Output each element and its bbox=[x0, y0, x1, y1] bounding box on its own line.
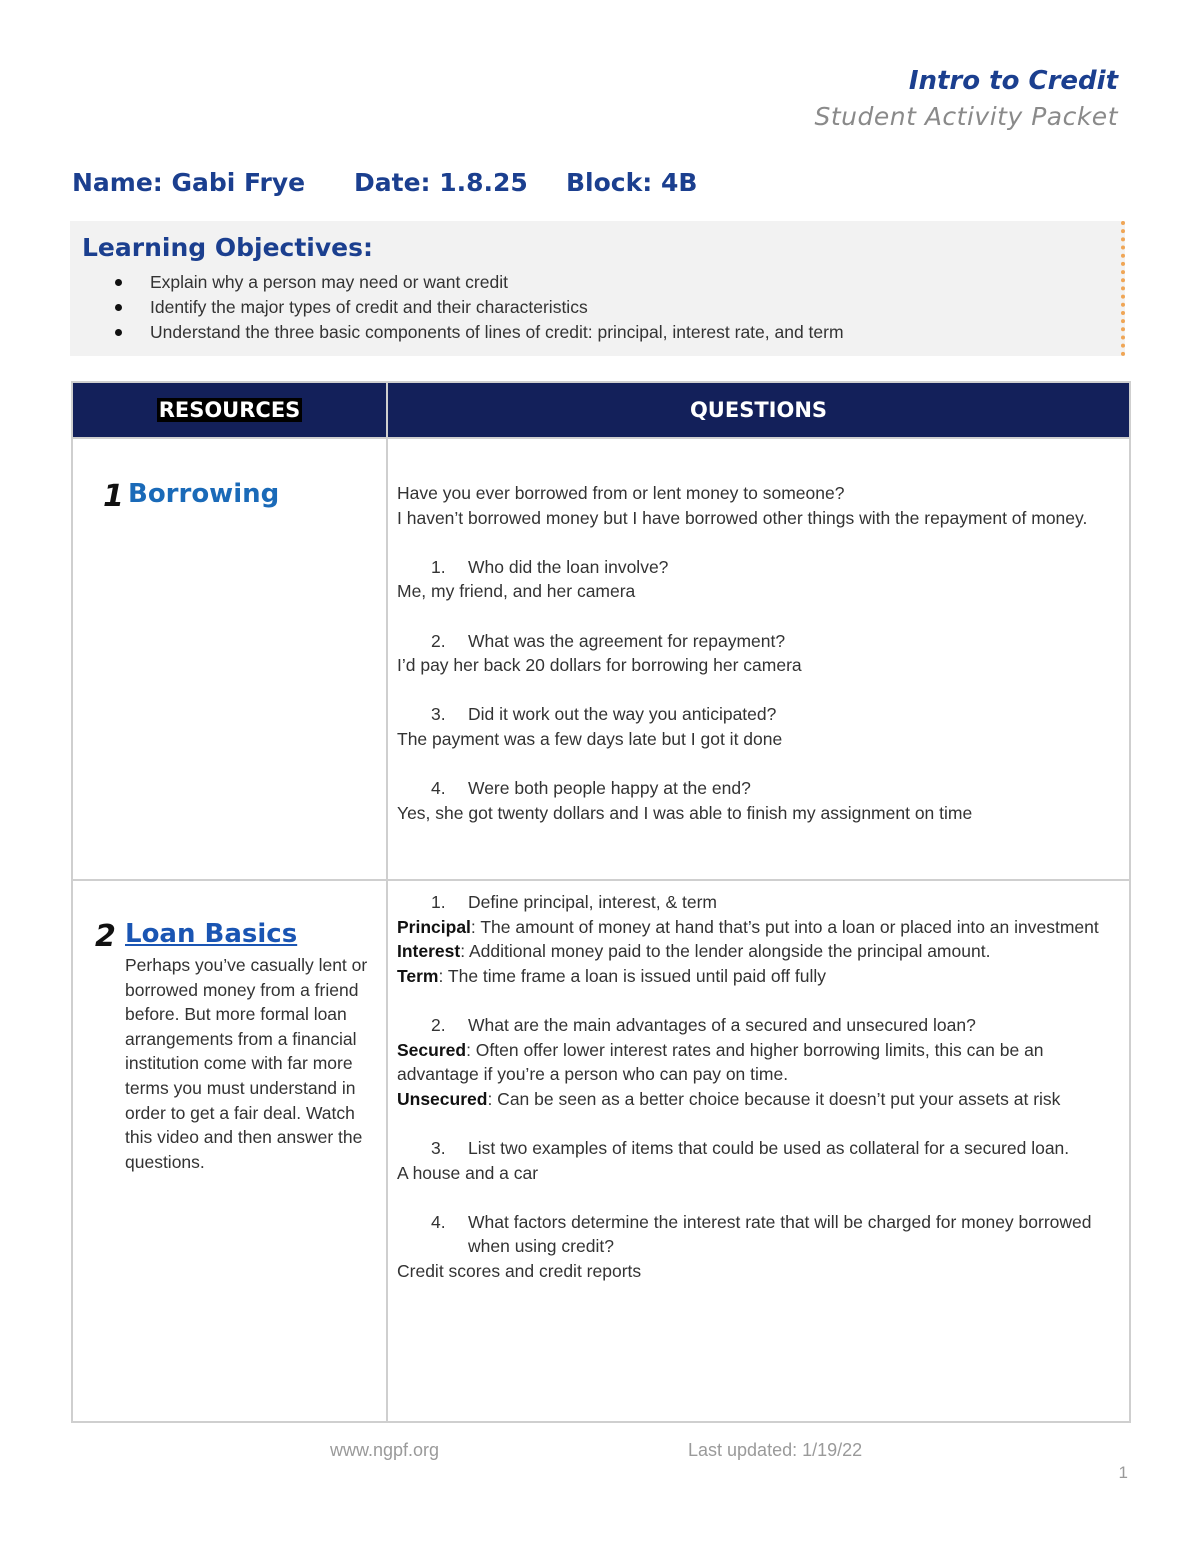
resource-cell-loan-basics bbox=[72, 880, 387, 1422]
answer: Unsecured: Can be seen as a better choice because it doesn’t put your assets at risk bbox=[397, 1088, 1061, 1109]
resource-description: Perhaps you’ve casually lent or borrowed money from a friend before. But more formal loan arrangements from a financial institution come with far more terms you must understand in order to get a fair deal. Watch this video and then answer the questions. bbox=[125, 955, 368, 1172]
resource-number: 1 bbox=[103, 479, 124, 514]
answer: The payment was a few days late but I got it done bbox=[397, 728, 783, 749]
intro-answer: I haven’t borrowed money but I have borrowed other things with the repayment of money. bbox=[397, 507, 1088, 528]
bullet-icon bbox=[115, 304, 122, 311]
answer: Principal: The amount of money at hand that’s put into a loan or placed into an investment bbox=[397, 916, 1099, 937]
bullet-icon bbox=[115, 329, 122, 336]
question: 4. What factors determine the interest rate that will be charged for money borrowed when using credit? bbox=[431, 1211, 1092, 1257]
student-info bbox=[72, 168, 697, 197]
question: 3. Did it work out the way you anticipated? bbox=[431, 704, 777, 725]
answer: Term: The time frame a loan is issued until paid off fully bbox=[397, 965, 826, 986]
resource-number: 2 bbox=[95, 919, 116, 954]
question: 4. Were both people happy at the end? bbox=[431, 778, 751, 799]
objective-item: Identify the major types of credit and their characteristics bbox=[112, 295, 844, 320]
objectives-list bbox=[112, 270, 844, 345]
questions-cell-loan-basics bbox=[387, 880, 1130, 1422]
question: 1. Who did the loan involve? bbox=[431, 556, 669, 577]
answer: Credit scores and credit reports bbox=[397, 1260, 642, 1281]
table-row bbox=[72, 880, 1130, 1422]
resources-questions-table bbox=[71, 381, 1131, 1423]
questions-cell-borrowing bbox=[387, 438, 1130, 880]
questions-header: QUESTIONS bbox=[387, 382, 1130, 438]
resources-header: RESOURCES bbox=[72, 382, 387, 438]
answer: Me, my friend, and her camera bbox=[397, 581, 636, 602]
student-date: Date: 1.8.25 bbox=[354, 168, 528, 197]
student-block: Block: 4B bbox=[566, 168, 698, 197]
answer: A house and a car bbox=[397, 1162, 539, 1183]
answer: Interest: Additional money paid to the lender alongside the principal amount. bbox=[397, 941, 991, 962]
answer: I’d pay her back 20 dollars for borrowing her camera bbox=[397, 655, 802, 676]
resource-cell-borrowing bbox=[72, 438, 387, 880]
table-row bbox=[72, 438, 1130, 880]
answer: Yes, she got twenty dollars and I was able to finish my assignment on time bbox=[397, 802, 973, 823]
packet-subtitle: Student Activity Packet bbox=[814, 102, 1118, 131]
question: 3. List two examples of items that could be used as collateral for a secured loan. bbox=[431, 1137, 1070, 1158]
objectives-title: Learning Objectives: bbox=[82, 233, 373, 262]
resource-title-borrowing: Borrowing bbox=[128, 479, 280, 509]
learning-objectives-box bbox=[70, 221, 1125, 356]
objective-item: Understand the three basic components of lines of credit: principal, interest rate, and term bbox=[112, 320, 844, 345]
question: 1. Define principal, interest, & term bbox=[431, 892, 717, 912]
intro-question: Have you ever borrowed from or lent money to someone? bbox=[397, 483, 845, 503]
bullet-icon bbox=[115, 279, 122, 286]
objective-item: Explain why a person may need or want credit bbox=[112, 270, 844, 295]
loan-basics-link[interactable]: Loan Basics bbox=[125, 919, 298, 949]
question: 2. What are the main advantages of a secured and unsecured loan? bbox=[431, 1014, 976, 1035]
table-header-row bbox=[72, 382, 1130, 438]
question: 2. What was the agreement for repayment? bbox=[431, 630, 786, 651]
answer: Secured: Often offer lower interest rates and higher borrowing limits, this can be an advantage if you’re a person who can pay on time. bbox=[397, 1039, 1044, 1085]
footer-updated: Last updated: 1/19/22 bbox=[688, 1440, 863, 1460]
student-name: Name: Gabi Frye bbox=[72, 168, 306, 197]
page-number: 1 bbox=[1118, 1463, 1128, 1482]
packet-title: Intro to Credit bbox=[908, 66, 1118, 96]
footer-url[interactable]: www.ngpf.org bbox=[330, 1440, 440, 1460]
